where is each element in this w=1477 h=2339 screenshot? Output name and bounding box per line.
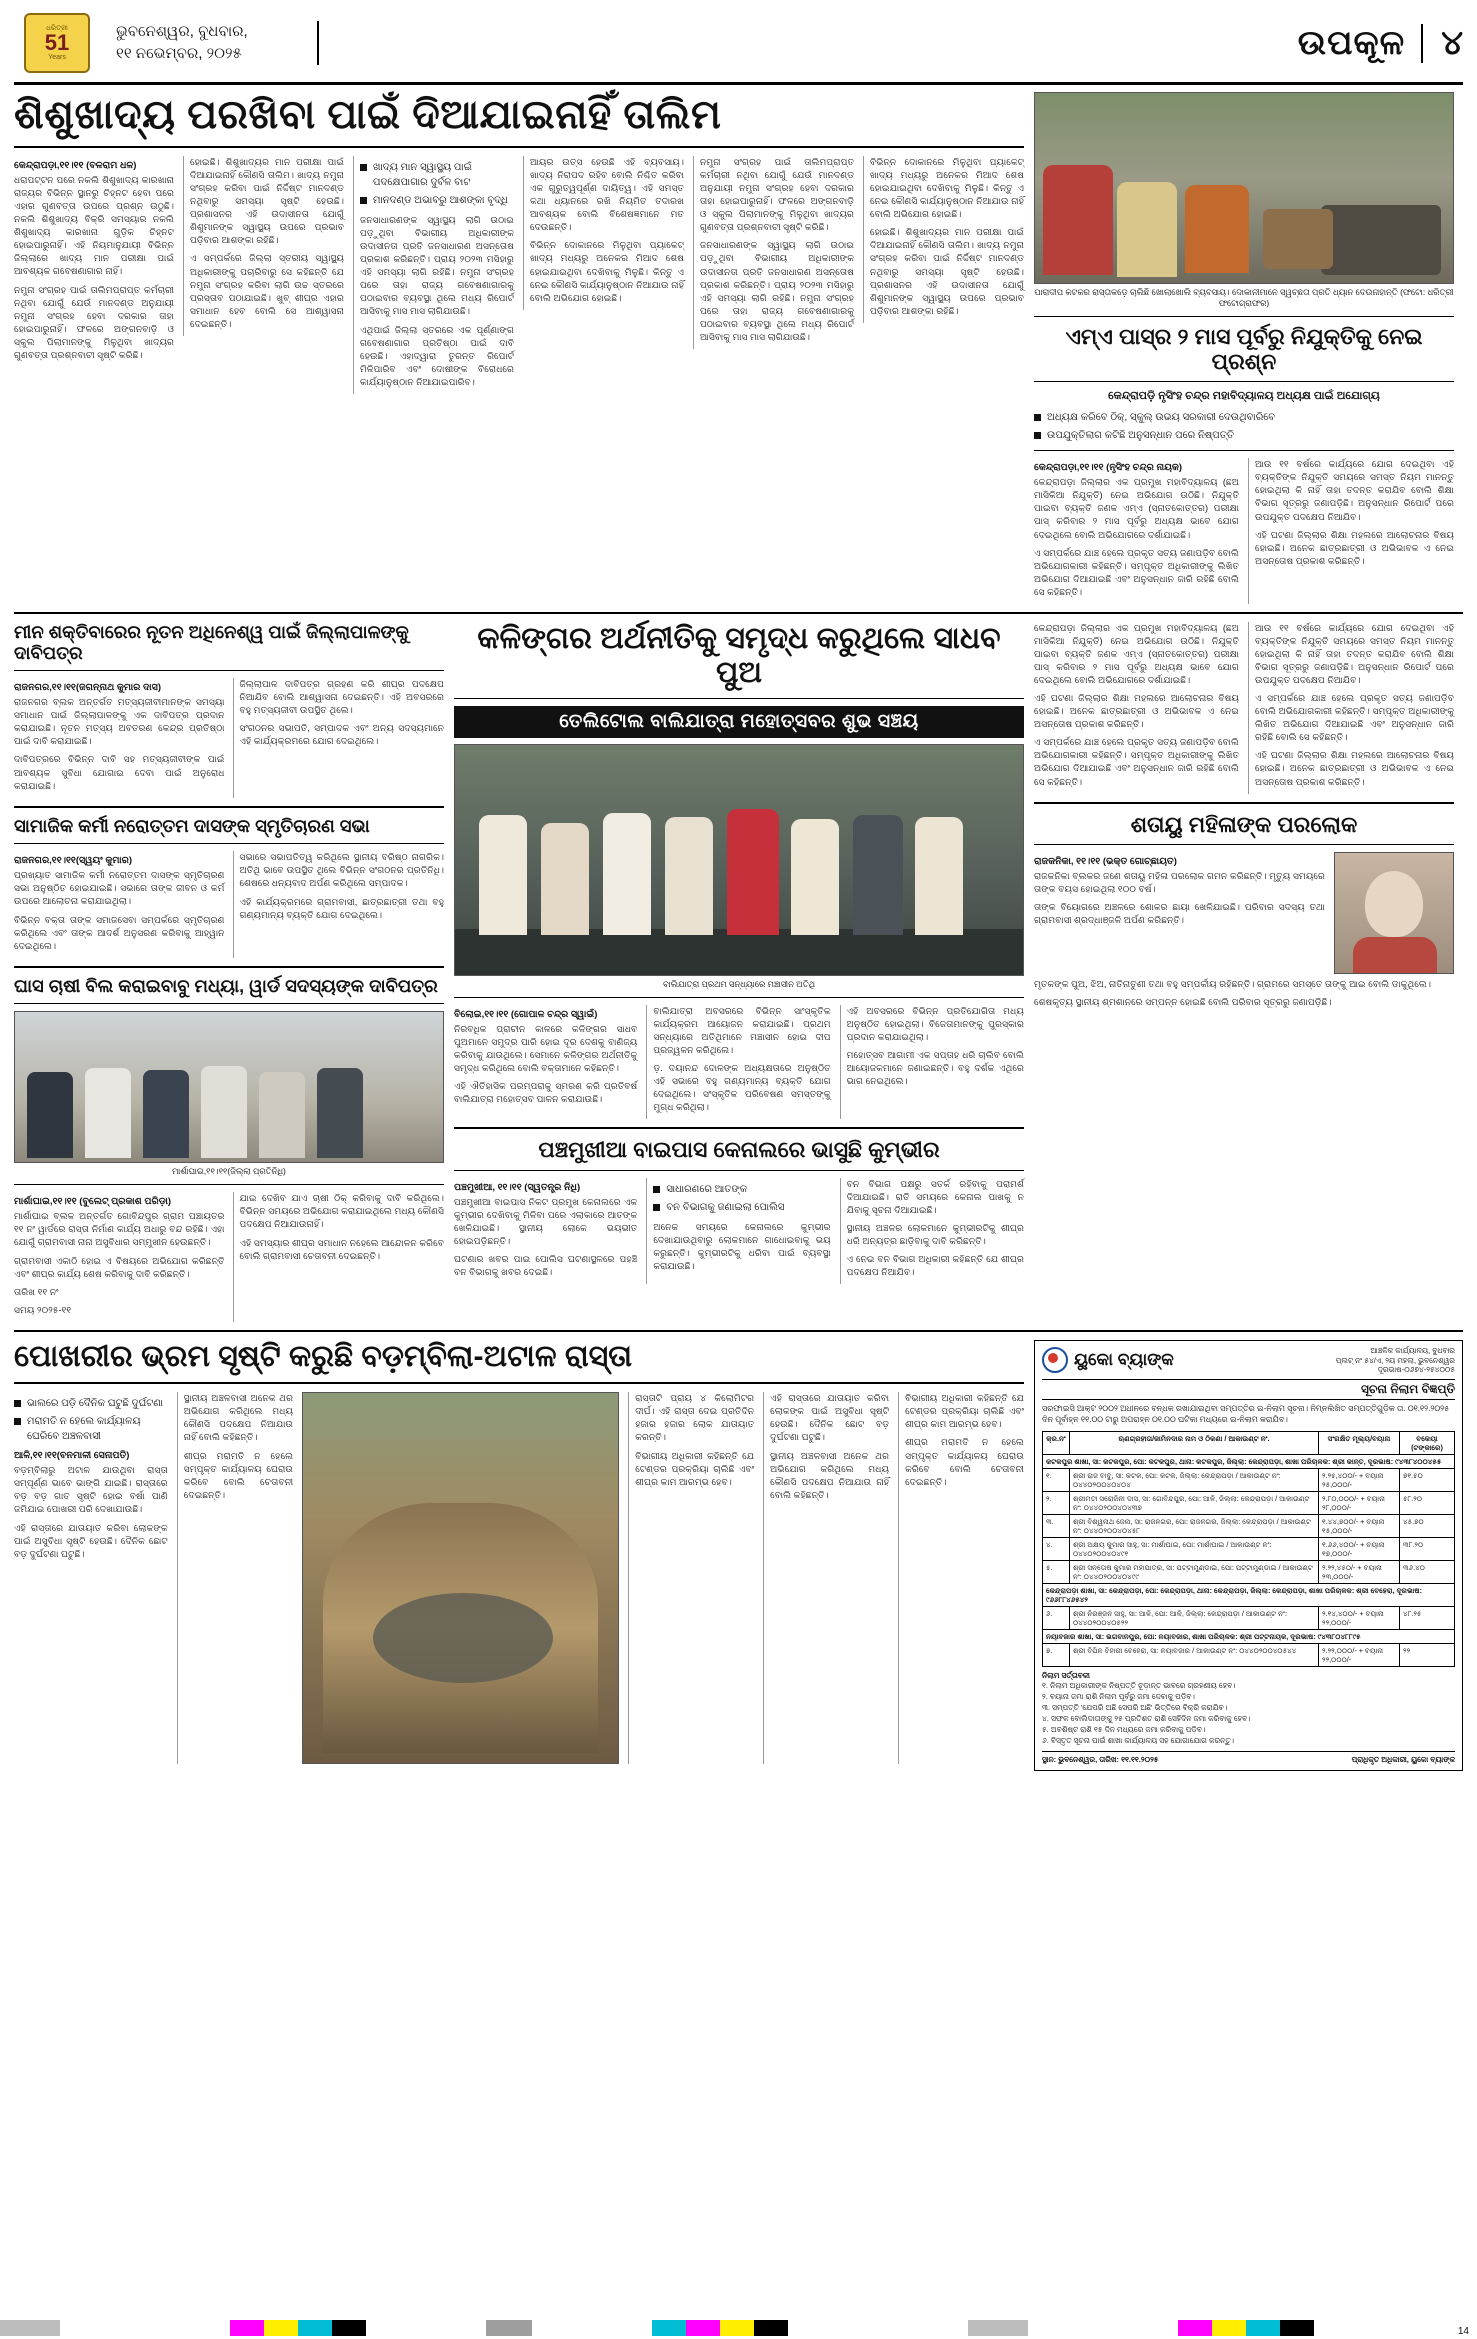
ghas-photo: [14, 1011, 444, 1163]
auction-term: ୩. ସମ୍ପତ୍ତି 'ଯେପରି ଅଛି ସେପରି ଅଛି' ଭିତ୍ତିରେ ବିକ୍ରି କରାଯିବ।: [1042, 1703, 1228, 1713]
ghas-col-2: ଯାଇ ଦେଖିବ ଯାଏ ଚାଷୀ ଠିକ୍ କରିବାକୁ ଦାବି କରିଥିଲେ। ବିଭିନ୍ନ ସମୟରେ ଅଭିଯୋଗ କରାଯାଇଥିଲେ ମଧ୍ୟ କୌଣସି ପଦକ୍ଷେପ ନିଆଯାଉନାହିଁ। ଏହି ସମସ୍ୟାର ଶୀଘ୍ର ସମାଧାନ ନହେଲେ ଆନ୍ଦୋଳନ କରିବେ ବୋଲି ଗ୍ରାମବାସୀ ଚେତାବନୀ ଦେଇଛନ୍ତି।: [239, 1193, 444, 1261]
ghas-photo-caption: ମାର୍ଶାଘାଇ,୧୧।୧୧(ଜିଲ୍ଲା ପ୍ରତିନିଧି): [172, 1166, 286, 1177]
lead-photo-block: [1034, 92, 1454, 604]
logo-years-label: Years: [48, 54, 66, 61]
bank-notice-title: ସୂଚନା ନିଲାମ ବିଜ୍ଞପ୍ତି: [1042, 1379, 1455, 1400]
table-row: ୭. ଶ୍ରୀ ବିପିନ ବିହାରୀ ବେହେରା, ସା: ନୟାବଜାର / ଆକାଉଣ୍ଟ ନଂ: ୦୪୪୦୨୦୦୪୦୫୪୪ ୨.୨୨,୦୦୦/- + ବୟାନା ୨୨,୦୦୦/- ୨୨: [1043, 1643, 1455, 1666]
obituary-col-1: ରାଜକନିକା ବ୍ଲକର ଜଣେ ଶତାୟୁ ମହିଳା ପରଲୋକ ଗମନ କରିଛନ୍ତି। ମୃତ୍ୟୁ ସମୟରେ ତାଙ୍କ ବୟସ ହୋଇଥିଲା ୧୦୦ ବର୍ଷ। ତାଙ୍କ ବିୟୋଗରେ ଅଞ୍ଚଳରେ ଶୋକର ଛାୟା ଖେଳିଯାଇଛି। ପରିବାର ସଦସ୍ୟ ତଥା ଗ୍ରାମବାସୀ ଶ୍ରଦ୍ଧାଞ୍ଜଳି ଅର୍ପଣ କରିଛନ୍ତି।: [1034, 870, 1325, 926]
memorial-col-1: ପ୍ରଖ୍ୟାତ ସାମାଜିକ କର୍ମୀ ନରୋତ୍ତମ ଦାସଙ୍କ ସ୍ମୃତିଚାରଣ ସଭା ଅନୁଷ୍ଠିତ ହୋଇଯାଇଛି। ସଭାରେ ତାଙ୍କ ଜୀବନ ଓ କର୍ମ ଉପରେ ଆଲୋଚନା କରାଯାଇଥିଲା। ବିଭିନ୍ନ ବକ୍ତା ତାଙ୍କ ସମାଜସେବା ସମ୍ପର୍କରେ ସ୍ମୃତିଚାରଣ କରିଥିଲେ ଏବଂ ତାଙ୍କ ଆଦର୍ଶ ଅନୁସରଣ କରିବାକୁ ଆହ୍ୱାନ ଦେଇଥିଲେ।: [14, 870, 225, 951]
crocodile-col-2: ଅନେକ ସମୟରେ କେନାଲରେ କୁମ୍ଭୀର ଦେଖାଯାଉଥିବାରୁ ଲୋକମାନେ ଗାଧୋଇବାକୁ ଭୟ କରୁଛନ୍ତି। କୁମ୍ଭୀରଟିକୁ ଧରିବା ପାଇଁ ବ୍ୟବସ୍ଥା କରାଯାଉଛି।: [653, 1221, 831, 1271]
crocodile-headline: ପଞ୍ଚମୁଖୀଆ ବାଇପାସ କେନାଲରେ ଭାସୁଛି କୁମ୍ଭୀର: [538, 1137, 940, 1163]
lead-col-2: ହୋଇଛି। ଶିଶୁଖାଦ୍ୟର ମାନ ପରୀକ୍ଷା ପାଇଁ ଦିଆଯାଇନାହିଁ କୌଣସି ତାଲିମ। ଖାଦ୍ୟ ନମୁନା ସଂଗ୍ରହ କରିବା ପାଇଁ ନିର୍ଦ୍ଦିଷ୍ଟ ମାନଦଣ୍ଡ ନଥିବାରୁ ସମସ୍ୟା ସୃଷ୍ଟି ହେଉଛି। ପ୍ରଶାସନର ଏହି ଉଦାସୀନତା ଯୋଗୁଁ ଶିଶୁମାନଙ୍କ ସ୍ୱାସ୍ଥ୍ୟ ଉପରେ ପ୍ରଭାବ ପଡ଼ିବାର ଆଶଙ୍କା ରହିଛି। ଏ ସମ୍ପର୍କରେ ଜିଲ୍ଲା ସ୍ତରୀୟ ସ୍ୱାସ୍ଥ୍ୟ ଅଧିକାରୀଙ୍କୁ ପଚାରିବାରୁ ସେ କହିଛନ୍ତି ଯେ ନମୁନା ସଂଗ୍ରହ କରିବା ଲାଗି ଉଚ୍ଚ ସ୍ତରରେ ପ୍ରସ୍ତାବ ପଠାଯାଇଛି। ଖୁବ୍ ଶୀଘ୍ର ଏହାର ସମାଧାନ ହେବ ବୋଲି ସେ ଆଶ୍ୱାସନା ଦେଇଛନ୍ତି।: [190, 157, 344, 329]
edition-dateline: [100, 21, 319, 65]
logo-title: ଧରିତ୍ରୀ: [46, 25, 68, 32]
kalinga-photo: [454, 744, 1024, 976]
left-stack: [14, 622, 444, 1322]
fishery-headline: ମୀନ ଶକ୍ତିବାରେର ନୂତନ ଅଧିନେଶ୍ୱ ପାଇଁ ଜିଲ୍ଲାପାଳଙ୍କୁ ଦାବିପତ୍ର: [14, 621, 409, 663]
bank-logo-icon: [1042, 1347, 1068, 1373]
table-row: ୬. ଶ୍ରୀ ନିରଞ୍ଜନ ସାହୁ, ସା: ଆଳି, ପୋ: ଆଳି, ଜିଲ୍ଲା: କେନ୍ଦ୍ରାପଡ଼ା / ଆକାଉଣ୍ଟ ନଂ: ୦୪୪୦୨୦୦୪୦୫୨୨ ୨.୧୪,୪୦୦/- + ବୟାନା ୨୨,୦୦୦/- ୪୮.୨୫: [1043, 1606, 1455, 1629]
bottom-block: [14, 1340, 1463, 1771]
lead-col-6: ବିଭିନ୍ନ ଦୋକାନରେ ମିଳୁଥିବା ପ୍ୟାକେଟ୍ ଖାଦ୍ୟ ମଧ୍ୟରୁ ଅନେକର ମିଆଦ ଶେଷ ହୋଇଯାଇଥିବା ଦେଖିବାକୁ ମିଳୁଛି। କିନ୍ତୁ ଏ ନେଇ କୌଣସି କାର୍ଯ୍ୟାନୁଷ୍ଠାନ ନିଆଯାଉ ନାହିଁ ବୋଲି ଅଭିଯୋଗ ହୋଇଛି। ହୋଇଛି। ଶିଶୁଖାଦ୍ୟର ମାନ ପରୀକ୍ଷା ପାଇଁ ଦିଆଯାଇନାହିଁ କୌଣସି ତାଲିମ। ଖାଦ୍ୟ ନମୁନା ସଂଗ୍ରହ କରିବା ପାଇଁ ନିର୍ଦ୍ଦିଷ୍ଟ ମାନଦଣ୍ଡ ନଥିବାରୁ ସମସ୍ୟା ସୃଷ୍ଟି ହେଉଛି। ପ୍ରଶାସନର ଏହି ଉଦାସୀନତା ଯୋଗୁଁ ଶିଶୁମାନଙ୍କ ସ୍ୱାସ୍ଥ୍ୟ ଉପରେ ପ୍ରଭାବ ପଡ଼ିବାର ଆଶଙ୍କା ରହିଛି।: [870, 157, 1024, 316]
lead-col-5: ନମୁନା ସଂଗ୍ରହ ପାଇଁ ତାଲିମପ୍ରାପ୍ତ କର୍ମଚାରୀ ନଥିବା ଯୋଗୁଁ ଯେଉଁ ମାନଦଣ୍ଡ ଅନୁଯାୟୀ ନମୁନା ସଂଗ୍ରହ ହେବା ଦରକାର ତାହା ହୋଇପାରୁନାହିଁ। ଫଳରେ ଅଙ୍ଗନବାଡ଼ି ଓ ସ୍କୁଲ ପିଲାମାନଙ୍କୁ ମିଳୁଥିବା ଖାଦ୍ୟର ଗୁଣବତ୍ତା ପ୍ରଶ୍ନବାଚୀ ସୃଷ୍ଟି କରିଛି। ଜନସାଧାରଣଙ୍କ ସ୍ୱାସ୍ଥ୍ୟ ଲାଗି ଉଠାଇ ପଡ଼ୁଥିବା ବିଭାଗୀୟ ଅଧିକାରୀଙ୍କ ଉଦାସୀନତା ପ୍ରତି ଜନସାଧାରଣ ଅସନ୍ତୋଷ ପ୍ରକାଶ କରିଛନ୍ତି। ପ୍ରାୟ ୨୦୨୩ ମସିହାରୁ ଏହି ସମସ୍ୟା ଲାଗି ରହିଛି। ନମୁନା ସଂଗ୍ରହ ପରେ ତାହା ରାଜ୍ୟ ଗବେଷଣାଗାରକୁ ପଠାଇବାର ବ୍ୟବସ୍ଥା ଥିଲେ ମଧ୍ୟ ରିପୋର୍ଟ ଆସିବାକୁ ମାସ ମାସ ଲାଗିଯାଉଛି।: [700, 157, 854, 342]
crocodile-bullets: [647, 1182, 830, 1215]
road-col-2: ସ୍ଥାନୀୟ ଅଞ୍ଚଳବାସୀ ଅନେକ ଥର ଅଭିଯୋଗ କରିଥିଲେ ମଧ୍ୟ କୌଣସି ପଦକ୍ଷେପ ନିଆଯାଉ ନାହିଁ ବୋଲି କହିଛନ୍ତି। ଶୀଘ୍ର ମରାମତି ନ ହେଲେ ସମ୍ପୃକ୍ତ କାର୍ଯ୍ୟାଳୟ ଘେରାଉ କରିବେ ବୋଲି ଚେତାବନୀ ଦେଇଛନ୍ତି।: [183, 1393, 294, 1500]
auction-col-borrower: ଋଣଗ୍ରହୀତା/ଜାମିନଦାର ନାମ ଓ ଠିକଣା / ଆକାଉଣ୍ଟ ନଂ.: [1070, 1431, 1319, 1454]
auction-branch-row: କଟକପୁର ଶାଖା, ସା: କଟକପୁର, ପୋ: କଟକପୁର, ଥାନା: କଟକପୁର, ଜିଲ୍ଲା: କେନ୍ଦ୍ରାପଡ଼ା, ଶାଖା ପରିଚାଳକ: ଶ୍ରୀ କାନ୍ତ, ଦୂରଭାଷ: ୯୪୩୮୪୦୦୪୫୫: [1043, 1454, 1455, 1468]
edition-date: ୧୧ ନଭେମ୍ବର, ୨୦୨୫: [116, 45, 242, 62]
newspaper-logo: [14, 13, 100, 73]
crocodile-bullet-1: ସାଧାରଣରେ ଆତଙ୍କ: [653, 1182, 830, 1197]
memorial-byline: ରାଜନଗର,୧୧।୧୧(ସ୍ୱୟଂ କୁମାର): [14, 855, 132, 867]
ghas-meta-1: ମାର୍ଶାଘାଇ,୧୧।୧୧ (ବୁଲେଟ୍ ପ୍ରକାଶ ପରିଡ଼ା): [14, 1196, 172, 1208]
table-row: ୧. ଶ୍ରୀ ରାଜ ବାବୁ, ସା: କଟକ, ପୋ: କଟକ, ଜିଲ୍ଲା: କେନ୍ଦ୍ରାପଡ଼ା / ଆକାଉଣ୍ଟ ନଂ: ୦୪୪୦୨୦୦୪୦୪୦୪ ୨.୨୫,୪୦୦/- + ବୟାନା ୨୫,୦୦୦/- ୭୧.୫୦: [1043, 1468, 1455, 1491]
lead-bullet-2: ମାନଦଣ୍ଡ ଅଭାବରୁ ଆଶଙ୍କା ବୃଦ୍ଧି: [360, 193, 514, 208]
bank-address-2: ପ୍ଲଟ୍ ନଂ ୫୪/ଏ, ୨ୟ ମହଲା, ଭୁବନେଶ୍ୱର: [1335, 1355, 1455, 1365]
mla-bullet-2: ଉପଯୁକ୍ତିଲାଗ କଟିଛି ଅନୁସନ୍ଧାନ ପରେ ନିଷ୍ପତ୍ତି: [1034, 428, 1454, 443]
obituary-headline: ଶତାୟୁ ମହିଳାଙ୍କ ପରଲୋକ: [1130, 811, 1358, 837]
obituary-portrait: [1334, 852, 1454, 974]
crocodile-bullet-2: ବନ ବିଭାଗକୁ ଜଣାଇଲା ପୋଲିସ: [653, 1200, 830, 1215]
page-number: ୪: [1421, 24, 1463, 63]
ghas-headline: ଘାସ ଚାଷୀ ବିଲ କରାଇବାବୁ ମଧ୍ୟା, ୱାର୍ଡ ସଦସ୍ୟଙ୍କ ଦାବିପତ୍ର: [14, 975, 438, 996]
road-story: [14, 1340, 1024, 1771]
lead-byline: କେନ୍ଦ୍ରାପଡ଼ା,୧୧।୧୧ (ବଳରାମ ଧଳ): [14, 160, 137, 171]
mla-bullet-1: ଅଧ୍ୟକ୍ଷ କରିବେ ଠିକ୍, ସ୍କୁଲ୍ ଉଭୟ ସରକାରୀ ଦେଉଥିବାରିବେ: [1034, 410, 1454, 425]
auction-term: ୪. ସଫଳ ବୋଲିଦାତାଙ୍କୁ ୨୫ ପ୍ରତିଶତ ରାଶି ସେହିଦିନ ଜମା କରିବାକୁ ହେବ।: [1042, 1714, 1251, 1724]
bank-address-1: ଆଞ୍ଚଳିକ କାର୍ଯ୍ୟାଳୟ, ବୁଧବାର: [1370, 1345, 1455, 1355]
table-row: ୪. ଶ୍ରୀ ଅକ୍ଷୟ କୁମାର ସାହୁ, ସା: ମାର୍ଶାଘାଇ, ପୋ: ମାର୍ଶାଘାଇ / ଆକାଉଣ୍ଟ ନଂ: ୦୪୪୦୨୦୦୪୦୪୯୧ ୧.୬୬,୪୦୦/- + ବୟାନା ୧୭,୦୦୦/- ୩୮.୨୦: [1043, 1537, 1455, 1560]
mla-cont-2: ଆଉ ୧୧ ବର୍ଷରେ କାର୍ଯ୍ୟରେ ଯୋଗ ଦେଇଥିବା ଏହି ବ୍ୟକ୍ତିଙ୍କ ନିଯୁକ୍ତି ସମୟରେ ସମସ୍ତ ନିୟମ ମାନନ୍ତୁ ହୋଇଥିଲା କି ନାହିଁ ତାହା ତଦନ୍ତ କରାଯିବ ବୋଲି ଶିକ୍ଷା ବିଭାଗ ସୂତ୍ରରୁ ଜଣାପଡ଼ିଛି। ଅନୁସନ୍ଧାନ ରିପୋର୍ଟ ପରେ ଉପଯୁକ୍ତ ପଦକ୍ଷେପ ନିଆଯିବ। ଏ ସମ୍ପର୍କରେ ଯାଞ୍ଚ ହେଲେ ପ୍ରକୃତ ସତ୍ୟ ଜଣାପଡ଼ିବ ବୋଲି ଅଭିଯୋଗକାରୀ କହିଛନ୍ତି। ସମ୍ପୃକ୍ତ ଅଧିକାରୀଙ୍କୁ ଲିଖିତ ଅଭିଯୋଗ ଦିଆଯାଇଛି ଏବଂ ଅନୁସନ୍ଧାନ ଜାରି ରହିଛି ବୋଲି ସେ କହିଛନ୍ତି। ଏହି ଘଟଣା ଜିଲ୍ଲାର ଶିକ୍ଷା ମହଲରେ ଆଲୋଚନାର ବିଷୟ ହୋଇଛି। ଅନେକ ଛାତ୍ରଛାତ୍ରୀ ଓ ଅଭିଭାବକ ଏ ନେଇ ଅସନ୍ତୋଷ ପ୍ରକାଶ କରିଛନ୍ତି।: [1255, 622, 1454, 787]
fishery-col-2: ଜିଲ୍ଲାପାଳ ଦାବିପତ୍ର ଗ୍ରହଣ କରି ଶୀଘ୍ର ପଦକ୍ଷେପ ନିଆଯିବ ବୋଲି ଆଶ୍ୱାସନା ଦେଇଛନ୍ତି। ଏହି ଅବସରରେ ବହୁ ମତ୍ସ୍ୟଜୀବୀ ଉପସ୍ଥିତ ଥିଲେ। ସଂଗଠନର ସଭାପତି, ସମ୍ପାଦକ ଏବଂ ଅନ୍ୟ ସଦସ୍ୟମାନେ ଏହି କାର୍ଯ୍ୟକ୍ରମରେ ଯୋଗ ଦେଇଥିଲେ।: [239, 679, 444, 747]
road-col-4: ଏହି ରାସ୍ତାରେ ଯାତାୟାତ କରିବା ଲୋକଙ୍କ ପାଇଁ ଅସୁବିଧା ସୃଷ୍ଟି ହେଉଛି। ଦୈନିକ ଛୋଟ ବଡ଼ ଦୁର୍ଘଟଣା ଘଟୁଛି। ସ୍ଥାନୀୟ ଅଞ୍ଚଳବାସୀ ଅନେକ ଥର ଅଭିଯୋଗ କରିଥିଲେ ମଧ୍ୟ କୌଣସି ପଦକ୍ଷେପ ନିଆଯାଉ ନାହିଁ ବୋଲି କହିଛନ୍ତି।: [770, 1393, 890, 1500]
mla-bullets: [1034, 410, 1454, 443]
road-headline: ପୋଖରୀର ଭ୍ରମ ସୃଷ୍ଟି କରୁଛି ବଡ଼ମ୍ବିଲା-ଅଟାଳ ରାସ୍ତା: [14, 1339, 633, 1373]
auction-branch-row: କେନ୍ଦ୍ରାପଡ଼ା ଶାଖା, ସା: କେନ୍ଦ୍ରାପଡ଼ା, ପୋ: କେନ୍ଦ୍ରାପଡ଼ା, ଥାନା: କେନ୍ଦ୍ରାପଡ଼ା, ଜିଲ୍ଲା: କେନ୍ଦ୍ରାପଡ଼ା, ଶାଖା ପରିଚାଳକ: ଶ୍ରୀ ବେହେରା, ଦୂରଭାଷ: ୯୬୬୮୮୪୬୫୪୨: [1043, 1583, 1455, 1606]
bank-address-3: ଦୂରଭାଷ-୦୬୭୪-୨୫୪୦୦୫: [1377, 1365, 1455, 1375]
obituary-byline: ରାଜକନିକା, ୧୧।୧୧ (ଭକ୍ତ ଗୋଚ୍ଛାୟତ): [1034, 855, 1177, 867]
middle-block: [14, 622, 1463, 1322]
table-row: ୨. ଶ୍ରୀମତୀ ସରୋଜିନୀ ଦାସ, ସା: ଗୋବିନ୍ଦପୁର, ପୋ: ଆଳି, ଜିଲ୍ଲା: କେନ୍ଦ୍ରାପଡ଼ା / ଆକାଉଣ୍ଟ ନଂ: ୦୪୪୦୨୦୦୪୦୪୩୭ ୨.୮୦,୦୦୦/- + ବୟାନା ୨୮,୦୦୦/- ୫୮.୨୦: [1043, 1491, 1455, 1514]
road-col-5: ବିଭାଗୀୟ ଅଧିକାରୀ କହିଛନ୍ତି ଯେ ଟେଣ୍ଡର ପ୍ରକ୍ରିୟା ଚାଲିଛି ଏବଂ ଶୀଘ୍ର କାମ ଆରମ୍ଭ ହେବ। ଶୀଘ୍ର ମରାମତି ନ ହେଲେ ସମ୍ପୃକ୍ତ କାର୍ଯ୍ୟାଳୟ ଘେରାଉ କରିବେ ବୋଲି ଚେତାବନୀ ଦେଇଛନ୍ତି।: [905, 1393, 1025, 1487]
crocodile-col-3: ବନ ବିଭାଗ ପକ୍ଷରୁ ସତର୍କ ରହିବାକୁ ପରାମର୍ଶ ଦିଆଯାଇଛି। ରାତି ସମୟରେ କେନାଲ ପାଖକୁ ନ ଯିବାକୁ ସୂଚନା ଦିଆଯାଇଛି। ସ୍ଥାନୀୟ ଅଞ୍ଚଳର ଲୋକମାନେ କୁମ୍ଭୀରଟିକୁ ଶୀଘ୍ର ଧରି ଅନ୍ୟତ୍ର ଛାଡ଼ିବାକୁ ଦାବି କରିଛନ୍ତି। ଏ ନେଇ ବନ ବିଭାଗ ଅଧିକାରୀ କହିଛନ୍ତି ଯେ ଶୀଘ୍ର ପଦକ୍ଷେପ ନିଆଯିବ।: [846, 1178, 1024, 1277]
top-block: [14, 92, 1463, 604]
mla-col-1: କେନ୍ଦ୍ରାପଡ଼ା ଜିଲ୍ଲାର ଏକ ପ୍ରମୁଖ ମହାବିଦ୍ୟାଳୟ (ଛଅ ମାସିକିଆ ନିଯୁକ୍ତି) ନେଇ ଅଭିଯୋଗ ଉଠିଛି। ନିଯୁକ୍ତି ପାଇବା ବ୍ୟକ୍ତି ଜଣକ ଏମ୍ଏ (ସ୍ନାତକୋତ୍ତର) ପରୀକ୍ଷା ପାସ୍ କରିବାର ୨ ମାସ ପୂର୍ବରୁ ଅଧ୍ୟକ୍ଷ ଭାବେ ଯୋଗ ଦେଇଥିଲେ ବୋଲି ଅଭିଯୋଗରେ ଦର୍ଶାଯାଇଛି। ଏ ସମ୍ପର୍କରେ ଯାଞ୍ଚ ହେଲେ ପ୍ରକୃତ ସତ୍ୟ ଜଣାପଡ଼ିବ ବୋଲି ଅଭିଯୋଗକାରୀ କହିଛନ୍ତି। ସମ୍ପୃକ୍ତ ଅଧିକାରୀଙ୍କୁ ଲିଖିତ ଅଭିଯୋଗ ଦିଆଯାଇଛି ଏବଂ ଅନୁସନ୍ଧାନ ଜାରି ରହିଛି ବୋଲି ସେ କହିଛନ୍ତି।: [1034, 477, 1239, 597]
lead-col-1: ଧରାପଟ୍ଟନ ପରେ ନକଲି ଶିଶୁଖାଦ୍ୟ କାରଖାନା ରାଜ୍ୟର ବିଭିନ୍ନ ସ୍ଥାନରୁ ଚିହ୍ନଟ ହେବା ପରେ ଏହାର ଗୁଣବତ୍ତା ଉପରେ ପ୍ରଶ୍ନ ଉଠୁଛି। ନକଲି ଶିଶୁଖାଦ୍ୟ ବିକ୍ରି ସମସ୍ୟାର ନକଲି ଶିଶୁଖାଦ୍ୟ କାରଖାନା ଗୁଡ଼ିକ ଚିହ୍ନଟ ହୋଇପାରୁନାହିଁ। ଏହି ନିୟମାନୁଯାୟୀ ବିଭିନ୍ନ ଜିଲ୍ଲାରେ ଖାଦ୍ୟ ମାନ ପରୀକ୍ଷା ପାଇଁ ଆବଶ୍ୟକ ଗବେଷଣାଗାର ନାହିଁ। ନମୁନା ସଂଗ୍ରହ ପାଇଁ ତାଲିମପ୍ରାପ୍ତ କର୍ମଚାରୀ ନଥିବା ଯୋଗୁଁ ଯେଉଁ ମାନଦଣ୍ଡ ଅନୁଯାୟୀ ନମୁନା ସଂଗ୍ରହ ହେବା ଦରକାର ତାହା ହୋଇପାରୁନାହିଁ। ଫଳରେ ଅଙ୍ଗନବାଡ଼ି ଓ ସ୍କୁଲ ପିଲାମାନଙ୍କୁ ମିଳୁଥିବା ଖାଦ୍ୟର ଗୁଣବତ୍ତା ପ୍ରଶ୍ନବାଚୀ ସୃଷ୍ଟି କରିଛି।: [14, 175, 174, 360]
mla-subhead: କେନ୍ଦ୍ରାପଡ଼ି ନୃସିଂହ ଚନ୍ଦ୍ର ମହାବିଦ୍ୟାଳୟ ଅଧ୍ୟକ୍ଷ ପାଇଁ ଅଯୋଗ୍ୟ: [1108, 390, 1380, 403]
road-bullets: [14, 1396, 168, 1444]
right-stack: [1034, 622, 1454, 1322]
bank-header: [1042, 1346, 1455, 1379]
kalinga-byline: ବିଲୋଇ,୧୧।୧୧ (ଗୋପାଳ ଚନ୍ଦ୍ର ସ୍ୱାଇଁ): [454, 1008, 598, 1020]
lead-col-4: ଆୟର ଉତ୍ସ ହେଉଛି ଏହି ବ୍ୟବସାୟ। ଖାଦ୍ୟ ନିରାପଦ ରହିବ ବୋଲି ନିଶ୍ଚିତ କରିବା ଏକ ଗୁରୁତ୍ୱପୂର୍ଣ୍ଣ ଦାୟିତ୍ୱ। ଏହି ସମସ୍ତ କଥା ଧ୍ୟାନରେ ରଖି ନିୟମିତ ତଦାରଖ ଆବଶ୍ୟକ ବୋଲି ବିଶେଷଜ୍ଞମାନେ ମତ ଦେଉଛନ୍ତି। ବିଭିନ୍ନ ଦୋକାନରେ ମିଳୁଥିବା ପ୍ୟାକେଟ୍ ଖାଦ୍ୟ ମଧ୍ୟରୁ ଅନେକର ମିଆଦ ଶେଷ ହୋଇଯାଇଥିବା ଦେଖିବାକୁ ମିଳୁଛି। କିନ୍ତୁ ଏ ନେଇ କୌଣସି କାର୍ଯ୍ୟାନୁଷ୍ଠାନ ନିଆଯାଉ ନାହିଁ ବୋଲି ଅଭିଯୋଗ ହୋଇଛି।: [530, 157, 684, 303]
road-bullet-1: ଭାଲରେ ପଡ଼ି ଦୈନିକ ଘଟୁଛି ଦୁର୍ଘଟଣା: [14, 1396, 168, 1411]
bank-advertisement: [1034, 1340, 1463, 1771]
kalinga-headline: କଳିଙ୍ଗର ଅର୍ଥନୀତିକୁ ସମୃଦ୍ଧ କରୁଥିଲେ ସାଧବ ପୁଅ: [477, 621, 1001, 690]
lead-bullets: [354, 160, 514, 208]
auction-term: ୬. ବିସ୍ତୃତ ସୂଚନା ପାଇଁ ଶାଖା କାର୍ଯ୍ୟାଳୟ ସହ ଯୋଗାଯୋଗ କରନ୍ତୁ।: [1042, 1735, 1235, 1745]
bank-notice-intro: ସରଫାଇସି ଆକ୍ଟ ୨୦୦୨ ଅଧୀନରେ ବନ୍ଧକ ରଖାଯାଇଥିବା ସମ୍ପତ୍ତିର ଇ-ନିଲାମ ସୂଚନା। ନିମ୍ନଲିଖିତ ସମ୍ପତ୍ତିଗୁଡ଼ିକ ତା. ୦୧.୧୨.୨୦୨୫ ଦିନ ପୂର୍ବାହ୍ନ ୧୧.୦୦ ଟାରୁ ଅପରାହ୍ନ ୦୧.୦୦ ଘଟିକା ମଧ୍ୟରେ ଇ-ନିଲାମ କରାଯିବ।: [1042, 1404, 1450, 1424]
mla-byline: କେନ୍ଦ୍ରାପଡ଼ା,୧୧।୧୧ (ନୃସିଂହ ଚନ୍ଦ୍ର ନାୟକ): [1034, 462, 1183, 474]
road-bullet-2: ମରାମତି ନ ହେଲେ କାର୍ଯ୍ୟାଳୟ ଘେରିବେ ଅଞ୍ଚଳବାସୀ: [14, 1414, 168, 1444]
lead-col-3: ଜନସାଧାରଣଙ୍କ ସ୍ୱାସ୍ଥ୍ୟ ଲାଗି ଉଠାଇ ପଡ଼ୁଥିବା ବିଭାଗୀୟ ଅଧିକାରୀଙ୍କ ଉଦାସୀନତା ପ୍ରତି ଜନସାଧାରଣ ଅସନ୍ତୋଷ ପ୍ରକାଶ କରିଛନ୍ତି। ପ୍ରାୟ ୨୦୨୩ ମସିହାରୁ ଏହି ସମସ୍ୟା ଲାଗି ରହିଛି। ନମୁନା ସଂଗ୍ରହ ପରେ ତାହା ରାଜ୍ୟ ଗବେଷଣାଗାରକୁ ପଠାଇବାର ବ୍ୟବସ୍ଥା ଥିଲେ ମଧ୍ୟ ରିପୋର୍ଟ ଆସିବାକୁ ମାସ ମାସ ଲାଗିଯାଉଛି। ଏଥିପାଇଁ ଜିଲ୍ଲା ସ୍ତରରେ ଏକ ପୂର୍ଣ୍ଣାଙ୍ଗ ଗବେଷଣାଗାର ପ୍ରତିଷ୍ଠା ପାଇଁ ଦାବି ହେଉଛି। ଏହାଦ୍ୱାରା ତୁରନ୍ତ ରିପୋର୍ଟ ମିଳିପାରିବ ଏବଂ ଦୋଷୀଙ୍କ ବିରୋଧରେ କାର୍ଯ୍ୟାନୁଷ୍ଠାନ ନିଆଯାଇପାରିବ।: [360, 215, 514, 387]
lead-headline: ଶିଶୁଖାଦ୍ୟ ପରଖିବା ପାଇଁ ଦିଆଯାଇନାହିଁ ତାଲିମ: [14, 93, 722, 137]
kalinga-col-3: ଏହି ଅବସରରେ ବିଭିନ୍ନ ପ୍ରତିଯୋଗିତା ମଧ୍ୟ ଅନୁଷ୍ଠିତ ହୋଇଥିଲା। ବିଜେତାମାନଙ୍କୁ ପୁରସ୍କାର ପ୍ରଦାନ କରାଯାଇଥିଲା। ମହୋତ୍ସବ ଆଗାମୀ ଏକ ସପ୍ତାହ ଧରି ଚାଲିବ ବୋଲି ଆୟୋଜକମାନେ ଜଣାଇଛନ୍ତି। ବହୁ ଦର୍ଶକ ଏଥିରେ ଭାଗ ନେଇଥିଲେ।: [846, 1005, 1024, 1087]
auction-footer-right: ପ୍ରାଧିକୃତ ଅଧିକାରୀ, ୟୁକୋ ବ୍ୟାଙ୍କ: [1351, 1754, 1455, 1764]
lead-bullet-1: ଖାଦ୍ୟ ମାନ ସ୍ୱାସ୍ଥ୍ୟ ପାଇଁ ପଦକ୍ଷେପାଗାର ଦୁର୍ବଳ ବାଟ: [360, 160, 514, 190]
kalinga-banner: ତେଲିଟୋଲ ବାଲିଯାତ୍ରା ମହୋତ୍ସବର ଶୁଭ ସଞ୍ଚୟ: [454, 706, 1024, 738]
kalinga-col-2: ବାଲିଯାତ୍ରା ଅବସରରେ ବିଭିନ୍ନ ସାଂସ୍କୃତିକ କାର୍ଯ୍ୟକ୍ରମ ଆୟୋଜନ କରାଯାଇଛି। ପ୍ରଥମ ସନ୍ଧ୍ୟାରେ ଅତିଥିମାନେ ମଞ୍ଚାସୀନ ହୋଇ ଦୀପ ପ୍ରଜ୍ୱଳନ କରିଥିଲେ। ଡ଼. ଦୟାନନ୍ଦ ଦୋଳଙ୍କ ଅଧ୍ୟକ୍ଷତାରେ ଅନୁଷ୍ଠିତ ଏହି ସଭାରେ ବହୁ ଗଣ୍ୟମାନ୍ୟ ବ୍ୟକ୍ତି ଯୋଗ ଦେଇଥିଲେ। ସଂସ୍କୃତିକ ପରିବେଷଣ ସମସ୍ତଙ୍କୁ ମୁଗ୍ଧ କରିଥିଲା।: [653, 1005, 831, 1113]
folio-number: 14: [1457, 2326, 1469, 2337]
section-title: ଉପକୂଳ: [1297, 23, 1406, 62]
kalinga-photo-caption: ବାଲିଯାତ୍ରା ପ୍ରଥମ ସନ୍ଧ୍ୟାରେ ମଞ୍ଚାସୀନ ଅତିଥି: [662, 978, 816, 989]
road-col-1: ବଡ଼ମ୍ବିଲାରୁ ଅଟାଳ ଯାଉଥିବା ରାସ୍ତା ସମ୍ପୂର୍ଣ୍ଣ ଭାବେ ଭାଙ୍ଗି ଯାଇଛି। ରାସ୍ତାରେ ବଡ଼ ବଡ଼ ଗାତ ସୃଷ୍ଟି ହୋଇ ବର୍ଷା ପାଣି ଜମିଯାଇ ପୋଖରୀ ପରି ଦେଖାଯାଉଛି। ଏହି ରାସ୍ତାରେ ଯାତାୟାତ କରିବା ଲୋକଙ୍କ ପାଇଁ ଅସୁବିଧା ସୃଷ୍ଟି ହେଉଛି। ଦୈନିକ ଛୋଟ ବଡ଼ ଦୁର୍ଘଟଣା ଘଟୁଛି।: [14, 1465, 168, 1559]
auction-term: ୫. ଅବଶିଷ୍ଟ ରାଶି ୧୫ ଦିନ ମଧ୍ୟରେ ଜମା କରିବାକୁ ପଡ଼ିବ।: [1042, 1724, 1206, 1734]
auction-table: [1042, 1431, 1455, 1667]
road-col-3: ରାସ୍ତାଟି ପ୍ରାୟ ୪ କିଲୋମିଟର ଦୀର୍ଘ। ଏହି ରାସ୍ତା ଦେଇ ପ୍ରତିଦିନ ହଜାର ହଜାର ଲୋକ ଯାତାୟାତ କରନ୍ତି। ବିଭାଗୀୟ ଅଧିକାରୀ କହିଛନ୍ତି ଯେ ଟେଣ୍ଡର ପ୍ରକ୍ରିୟା ଚାଲିଛି ଏବଂ ଶୀଘ୍ର କାମ ଆରମ୍ଭ ହେବ।: [635, 1393, 755, 1487]
table-row: ୩. ଶ୍ରୀ ବିଶ୍ୱନାଥ ଜେନା, ସା: ରାଜନଗର, ପୋ: ରାଜନଗର, ଜିଲ୍ଲା: କେନ୍ଦ୍ରାପଡ଼ା / ଆକାଉଣ୍ଟ ନଂ: ୦୪୪୦୨୦୦୪୦୪୫୮ ୧.୪୪,୭୦୦/- + ବୟାନା ୧୫,୦୦୦/- ୪୫.୭୦: [1043, 1514, 1455, 1537]
mla-cont-1: କେନ୍ଦ୍ରାପଡ଼ା ଜିଲ୍ଲାର ଏକ ପ୍ରମୁଖ ମହାବିଦ୍ୟାଳୟ (ଛଅ ମାସିକିଆ ନିଯୁକ୍ତି) ନେଇ ଅଭିଯୋଗ ଉଠିଛି। ନିଯୁକ୍ତି ପାଇବା ବ୍ୟକ୍ତି ଜଣକ ଏମ୍ଏ (ସ୍ନାତକୋତ୍ତର) ପରୀକ୍ଷା ପାସ୍ କରିବାର ୨ ମାସ ପୂର୍ବରୁ ଅଧ୍ୟକ୍ଷ ଭାବେ ଯୋଗ ଦେଇଥିଲେ ବୋଲି ଅଭିଯୋଗରେ ଦର୍ଶାଯାଇଛି। ଏହି ଘଟଣା ଜିଲ୍ଲାର ଶିକ୍ଷା ମହଲରେ ଆଲୋଚନାର ବିଷୟ ହୋଇଛି। ଅନେକ ଛାତ୍ରଛାତ୍ରୀ ଓ ଅଭିଭାବକ ଏ ନେଇ ଅସନ୍ତୋଷ ପ୍ରକାଶ କରିଛନ୍ତି। ଏ ସମ୍ପର୍କରେ ଯାଞ୍ଚ ହେଲେ ପ୍ରକୃତ ସତ୍ୟ ଜଣାପଡ଼ିବ ବୋଲି ଅଭିଯୋଗକାରୀ କହିଛନ୍ତି। ସମ୍ପୃକ୍ତ ଅଧିକାରୀଙ୍କୁ ଲିଖିତ ଅଭିଯୋଗ ଦିଆଯାଇଛି ଏବଂ ଅନୁସନ୍ଧାନ ଜାରି ରହିଛି ବୋଲି ସେ କହିଛନ୍ତି।: [1034, 622, 1239, 787]
edition-place: ଭୁବନେଶ୍ୱର, ବୁଧବାର,: [116, 23, 248, 41]
mla-col-2: ଆଉ ୧୧ ବର୍ଷରେ କାର୍ଯ୍ୟରେ ଯୋଗ ଦେଇଥିବା ଏହି ବ୍ୟକ୍ତିଙ୍କ ନିଯୁକ୍ତି ସମୟରେ ସମସ୍ତ ନିୟମ ମାନନ୍ତୁ ହୋଇଥିଲା କି ନାହିଁ ତାହା ତଦନ୍ତ କରାଯିବ ବୋଲି ଶିକ୍ଷା ବିଭାଗ ସୂତ୍ରରୁ ଜଣାପଡ଼ିଛି। ଅନୁସନ୍ଧାନ ରିପୋର୍ଟ ପରେ ଉପଯୁକ୍ତ ପଦକ୍ଷେପ ନିଆଯିବ। ଏହି ଘଟଣା ଜିଲ୍ଲାର ଶିକ୍ଷା ମହଲରେ ଆଲୋଚନାର ବିଷୟ ହୋଇଛି। ଅନେକ ଛାତ୍ରଛାତ୍ରୀ ଓ ଅଭିଭାବକ ଏ ନେଇ ଅସନ୍ତୋଷ ପ୍ରକାଶ କରିଛନ୍ତି।: [1255, 459, 1454, 566]
ghas-col-1: ମାର୍ଶାଘାଇ ବ୍ଲକ ଅନ୍ତର୍ଗତ ଗୋବିନ୍ଦପୁର ଗ୍ରାମ ପଞ୍ଚାୟତର ୧୧ ନଂ ୱାର୍ଡରେ ରାସ୍ତା ନିର୍ମାଣ କାର୍ଯ୍ୟ ଅଧାରୁ ବନ୍ଦ ରହିଛି। ଏହା ଯୋଗୁଁ ଗ୍ରାମବାସୀ ନାନା ଅସୁବିଧାର ସମ୍ମୁଖୀନ ହେଉଛନ୍ତି। ଗ୍ରାମବାସୀ ଏକାଠି ହୋଇ ଏ ବିଷୟରେ ଅଭିଯୋଗ କରିଛନ୍ତି ଏବଂ ଶୀଘ୍ର କାର୍ଯ୍ୟ ଶେଷ କରିବାକୁ ଦାବି କରିଛନ୍ତି। ତାରିଖ ୧୧ ନଂ ସମୟ ୨୦୨୫-୧୧: [14, 1211, 225, 1315]
road-byline: ଆଳି,୧୧।୧୧(ବନମାଳୀ ସେନାପତି): [14, 1450, 130, 1462]
kalinga-col-1: ନିରବଧିକ ପ୍ରାଚୀନ କାଳରେ କଳିଙ୍ଗର ସାଧବ ପୁଅମାନେ ସମୁଦ୍ର ପାରି ହୋଇ ଦୂର ଦେଶକୁ ବାଣିଜ୍ୟ କରିବାକୁ ଯାଉଥିଲେ। ସେମାନେ କଳିଙ୍ଗର ଅର୍ଥନୀତିକୁ ସମୃଦ୍ଧ କରିଥିଲେ ବୋଲି ବକ୍ତାମାନେ କହିଛନ୍ତି। ଏହି ଐତିହାସିକ ପରମ୍ପରାକୁ ସ୍ମରଣ କରି ପ୍ରତିବର୍ଷ ବାଲିଯାତ୍ରା ମହୋତ୍ସବ ପାଳନ କରାଯାଉଛି।: [454, 1023, 638, 1105]
memorial-col-2: ସଭାରେ ସଭାପତିତ୍ୱ କରିଥିଲେ ସ୍ଥାନୀୟ ବରିଷ୍ଠ ନାଗରିକ। ଅତିଥି ଭାବେ ଉପସ୍ଥିତ ଥିଲେ ବିଭିନ୍ନ ସଂଗଠନର ପ୍ରତିନିଧି। ଶେଷରେ ଧନ୍ୟବାଦ ଅର୍ପଣ କରିଥିଲେ ସମ୍ପାଦକ। ଏହି କାର୍ଯ୍ୟକ୍ରମରେ ଗ୍ରାମବାସୀ, ଛାତ୍ରଛାତ୍ରୀ ତଥା ବହୁ ଗଣ୍ୟମାନ୍ୟ ବ୍ୟକ୍ତି ଯୋଗ ଦେଇଥିଲେ।: [239, 852, 444, 920]
fishery-col-1: ରାଜନଗର ବ୍ଲକ ଅନ୍ତର୍ଗତ ମତ୍ସ୍ୟଜୀବୀମାନଙ୍କ ସମସ୍ୟା ସମାଧାନ ପାଇଁ ଜିଲ୍ଲାପାଳଙ୍କୁ ଏକ ଦାବିପତ୍ର ପ୍ରଦାନ କରାଯାଇଛି। ନୂତନ ମତ୍ସ୍ୟ ଅବତରଣ କେନ୍ଦ୍ର ପ୍ରତିଷ୍ଠା ପାଇଁ ଦାବି କରାଯାଇଛି। ଦାବିପତ୍ରରେ ବିଭିନ୍ନ ଦାବି ସହ ମତ୍ସ୍ୟଜୀବୀଙ୍କ ପାଇଁ ଆବଶ୍ୟକ ସୁବିଧା ଯୋଗାଇ ଦେବା ପାଇଁ ଅନୁରୋଧ କରାଯାଇଛି।: [14, 697, 225, 791]
logo-anniversary-number: 51: [44, 30, 70, 55]
print-registration-bars: [0, 2317, 1477, 2339]
mla-headline: ଏମ୍ଏ ପାସ୍ର ୨ ମାସ ପୂର୍ବରୁ ନିଯୁକ୍ତିକୁ ନେଇ ପ୍ରଶ୍ନ: [1065, 323, 1423, 375]
center-stack: [454, 622, 1024, 1322]
auction-col-dues: ବକେୟା (ଟଙ୍କାରେ): [1400, 1431, 1455, 1454]
lead-story: [14, 92, 1024, 604]
masthead: [14, 10, 1463, 85]
bank-name: ୟୁକୋ ବ୍ୟାଙ୍କ: [1074, 1350, 1174, 1370]
memorial-headline: ସାମାଜିକ କର୍ମୀ ନରୋତ୍ତମ ଦାସଙ୍କ ସ୍ମୃତିଚାରଣ ସଭା: [14, 815, 370, 836]
lead-photo-caption: ପାରାଦୀପ କଟକର ରାସ୍ତାକଡ଼େ ଚାଲିଛି ଖୋଲାଖୋଲି ବ୍ୟବସାୟ। ଦୋକାନୀମାନେ ସ୍ୱଚ୍ଛତା ପ୍ରତି ଧ୍ୟାନ ଦେଉନାହାନ୍ତି (ଫଟୋ: ଧରିତ୍ରୀ ଫଟୋଗ୍ରାଫର): [1034, 287, 1454, 308]
auction-branch-row: ନୟାବଜାର ଶାଖା, ସା: ଭଗବାନପୁର, ପୋ: ନୟାବଜାର, ଶାଖା ପରିଚାଳକ: ଶ୍ରୀ ପଟ୍ଟନାୟକ, ଦୂରଭାଷ: ୯୪୩୮୦୪୮୮୯୫: [1043, 1629, 1455, 1643]
table-row: ୫. ଶ୍ରୀ ସନ୍ତୋଷ କୁମାର ମହାପାତ୍ର, ସା: ପଟ୍ଟାମୁଣ୍ଡାଇ, ପୋ: ପଟ୍ଟାମୁଣ୍ଡାଇ / ଆକାଉଣ୍ଟ ନଂ: ୦୪୪୦୨୦୦୪୦୪୯୯ ୨.୨୨,୪୫୦/- + ବୟାନା ୨୩,୦୦୦/- ୩୬.୪୦: [1043, 1560, 1455, 1583]
auction-col-reserve: ସଂରକ୍ଷିତ ମୂଲ୍ୟ/ବୟାନା: [1319, 1431, 1400, 1454]
auction-footer-left: ସ୍ଥାନ: ଭୁବନେଶ୍ୱର, ତାରିଖ: ୧୧.୧୧.୨୦୨୫: [1042, 1754, 1159, 1764]
auction-terms-title: ନିଲାମ ସର୍ତ୍ତାବଳୀ: [1042, 1670, 1090, 1680]
auction-terms: [1042, 1671, 1455, 1747]
obituary-col-2: ମୃତକଙ୍କ ପୁଅ, ଝିଅ, ନାତିନାତୁଣୀ ତଥା ବହୁ ସମ୍ପର୍କୀୟ ରହିଛନ୍ତି। ଗ୍ରାମରେ ସମସ୍ତେ ତାଙ୍କୁ ଆଇ ବୋଲି ଡାକୁଥିଲେ। ଶେଷକୃତ୍ୟ ସ୍ଥାନୀୟ ଶ୍ମଶାନରେ ସମ୍ପନ୍ନ ହୋଇଛି ବୋଲି ପରିବାର ସୂତ୍ରରୁ ଜଣାପଡ଼ିଛି।: [1034, 978, 1432, 1007]
auction-term: ୧. ନିଲାମ ଅଧିକାରୀଙ୍କ ନିଷ୍ପତ୍ତି ଚୂଡ଼ାନ୍ତ ଭାବରେ ଗ୍ରହଣୀୟ ହେବ।: [1042, 1681, 1236, 1691]
fishery-byline: ରାଜନଗର,୧୧।୧୧(ଜଗନ୍ନାଥ କୁମାର ଦାସ): [14, 682, 162, 694]
crocodile-byline: ପଞ୍ଚମୁଖୀଆ, ୧୧।୧୧ (ସ୍ୱତନ୍ତ୍ର ନିଧି): [454, 1181, 581, 1193]
auction-col-sl: କ୍ର.ନଂ: [1043, 1431, 1070, 1454]
road-photo: [302, 1392, 619, 1764]
lead-photo: [1034, 92, 1454, 284]
crocodile-col-1: ପଞ୍ଚମୁଖୀଆ ବାଇପାସ ନିକଟ ପ୍ରମୁଖ କେନାଲରେ ଏକ କୁମ୍ଭୀର ଦେଖିବାକୁ ମିଳିବା ପରେ ଏଲାକାରେ ଆତଙ୍କ ଖେଳିଯାଇଛି। ସ୍ଥାନୀୟ ଲୋକେ ଭୟଭୀତ ହୋଇପଡ଼ିଛନ୍ତି। ଘଟଣାର ଖବର ପାଇ ପୋଲିସ ଘଟଣାସ୍ଥଳରେ ପହଞ୍ଚି ବନ ବିଭାଗକୁ ଖବର ଦେଇଛି।: [454, 1196, 638, 1277]
auction-term: ୨. ବୟାନା ଜମା ରାଶି ନିଲାମ ପୂର୍ବରୁ ଜମା ଦେବାକୁ ପଡ଼ିବ।: [1042, 1692, 1195, 1702]
